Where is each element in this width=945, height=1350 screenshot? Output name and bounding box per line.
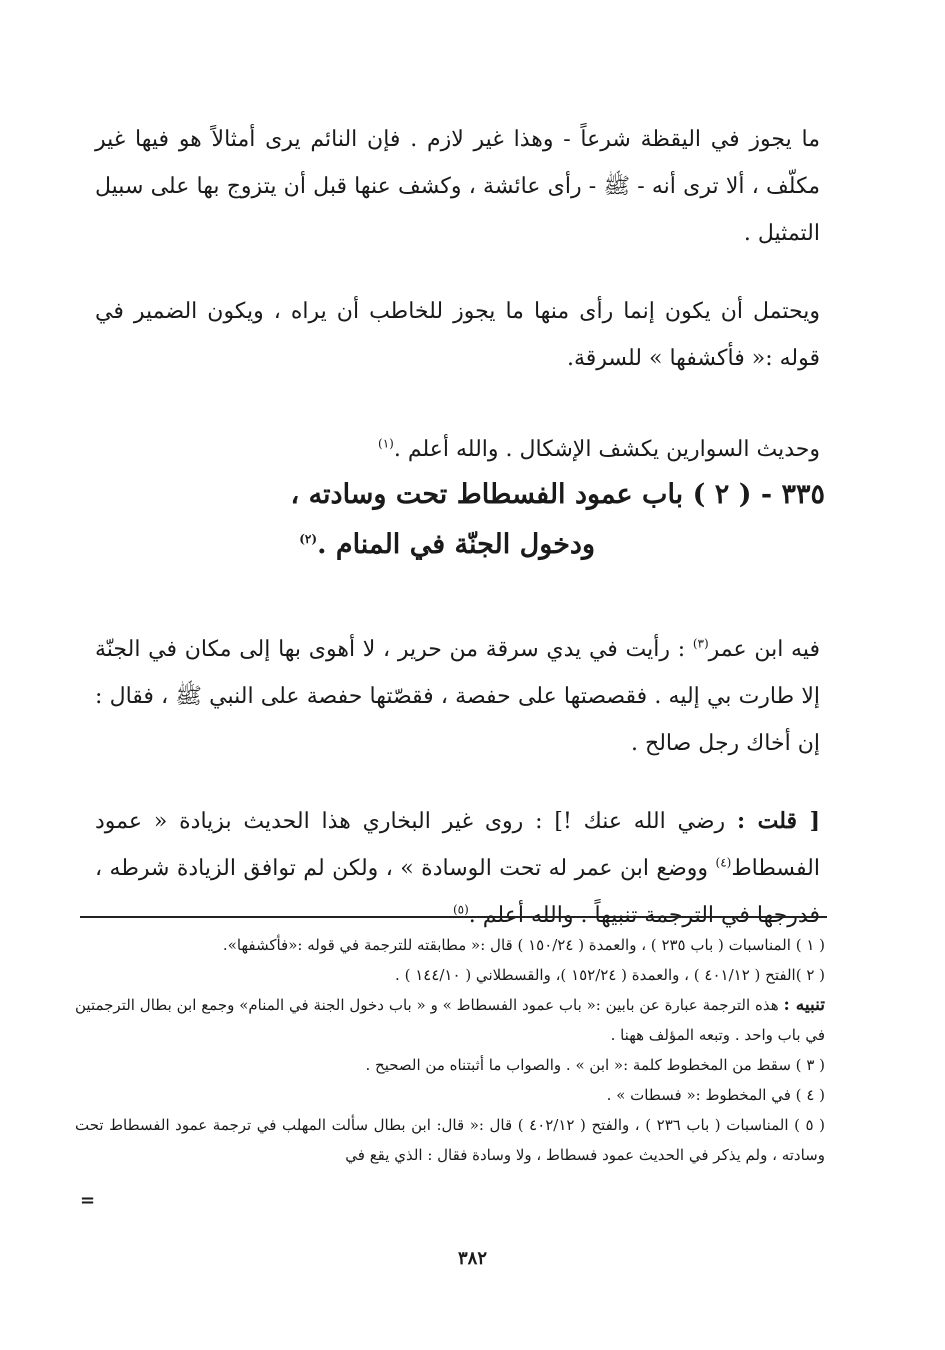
page-number: ٣٨٢ [457,1248,487,1269]
continuation-mark: = [80,1190,96,1211]
tanbih-text: هذه الترجمة عبارة عن بابين :« باب عمود الفسطاط » و « باب دخول الجنة في المنام» وجمع ابن بطال الترجمتين في باب واحد . وتبعه المؤلف ههنا . [75,996,825,1044]
paragraph-1: ما يجوز في اليقظة شرعاً - وهذا غير لازم . فإن النائم يرى أمثالاً هو فيها غير مكلّف ، ألا ترى أنه - ﷺ - رأى عائشة ، وكشف عنها قبل أن يتزوج بها على سبيل التمثيل . [95,127,820,246]
footnote-ref-4: (٤) [715,855,732,870]
paragraph-4-b: : رأيت في يدي سرقة من حرير ، لا أهوى بها إلى مكان في الجنّة إلا طارت بي إليه . فقصصتها على حفصة ، فقصّتها حفصة على النبي ﷺ ، فقال : إن أخاك رجل صالح . [95,637,820,756]
footnote-ref-3: (٣) [692,636,709,651]
footnote-ref-1: (١) [378,436,394,451]
qult-label: [ قلت : [737,808,820,834]
tanbih-label: تنبيه : [783,995,825,1015]
chapter-heading-line-2-wrap [220,520,825,570]
chapter-heading-line-2: ودخول الجنّة في المنام . [317,529,595,560]
footnote-1: ( ١ ) المناسبات ( باب ٢٣٥ ) ، والعمدة ( ١٥٠/٢٤ ) قال :« مطابقته للترجمة في قوله :«فأكشفها». [222,936,825,954]
footnote-ref-2: (٢) [299,532,318,546]
footnote-ref-5: (٥) [452,902,469,917]
paragraph-4 [95,626,820,767]
paragraph-3 [95,426,820,473]
chapter-heading-line-1: ٣٣٥ - ( ٢ ) باب عمود الفسطاط تحت وسادته ، [290,479,825,510]
paragraph-3-text: وحديث السوارين يكشف الإشكال . والله أعلم . [393,437,820,462]
footnote-5: ( ٥ ) المناسبات ( باب ٢٣٦ ) ، والفتح ( ٤٠٢/١٢ ) قال :« قال: ابن بطال سألت المهلب في ترجمة عمود الفسطاط تحت وسادته ، ولم يذكر في الحديث عمود فسطاط ، ولا وسادة فقال : الذي يقع في [75,1116,825,1164]
paragraph-5-a: رضي الله عنك !] : روى غير البخاري هذا الحديث بزيادة « عمود الفسطاط [95,809,820,881]
footnotes [75,930,825,1170]
footnote-divider [80,916,827,918]
footnote-4: ( ٤ ) في المخطوط :« فسطات » . [606,1086,825,1104]
chapter-heading [220,470,825,570]
tanbih-note [75,990,825,1050]
paragraph-2: ويحتمل أن يكون إنما رأى منها ما يجوز للخاطب أن يراه ، ويكون الضمير في قوله :« فأكشفها » للسرقة. [95,299,820,371]
paragraph-4-a: فيه ابن عمر [708,637,821,662]
footnote-2: ( ٢ )الفتح ( ٤٠١/١٢ ) ، والعمدة ( ١٥٢/٢٤ )، والقسطلاني ( ١٤٤/١٠ ) . [395,966,825,984]
paragraph-5-b: ووضع ابن عمر له تحت الوسادة » ، ولكن لم توافق الزيادة شرطه ، فدرجها في الترجمة تنبيهاً . والله أعلم . [95,856,820,928]
footnote-3: ( ٣ ) سقط من المخطوط كلمة :« ابن » . والصواب ما أثبتناه من الصحيح . [365,1056,825,1074]
